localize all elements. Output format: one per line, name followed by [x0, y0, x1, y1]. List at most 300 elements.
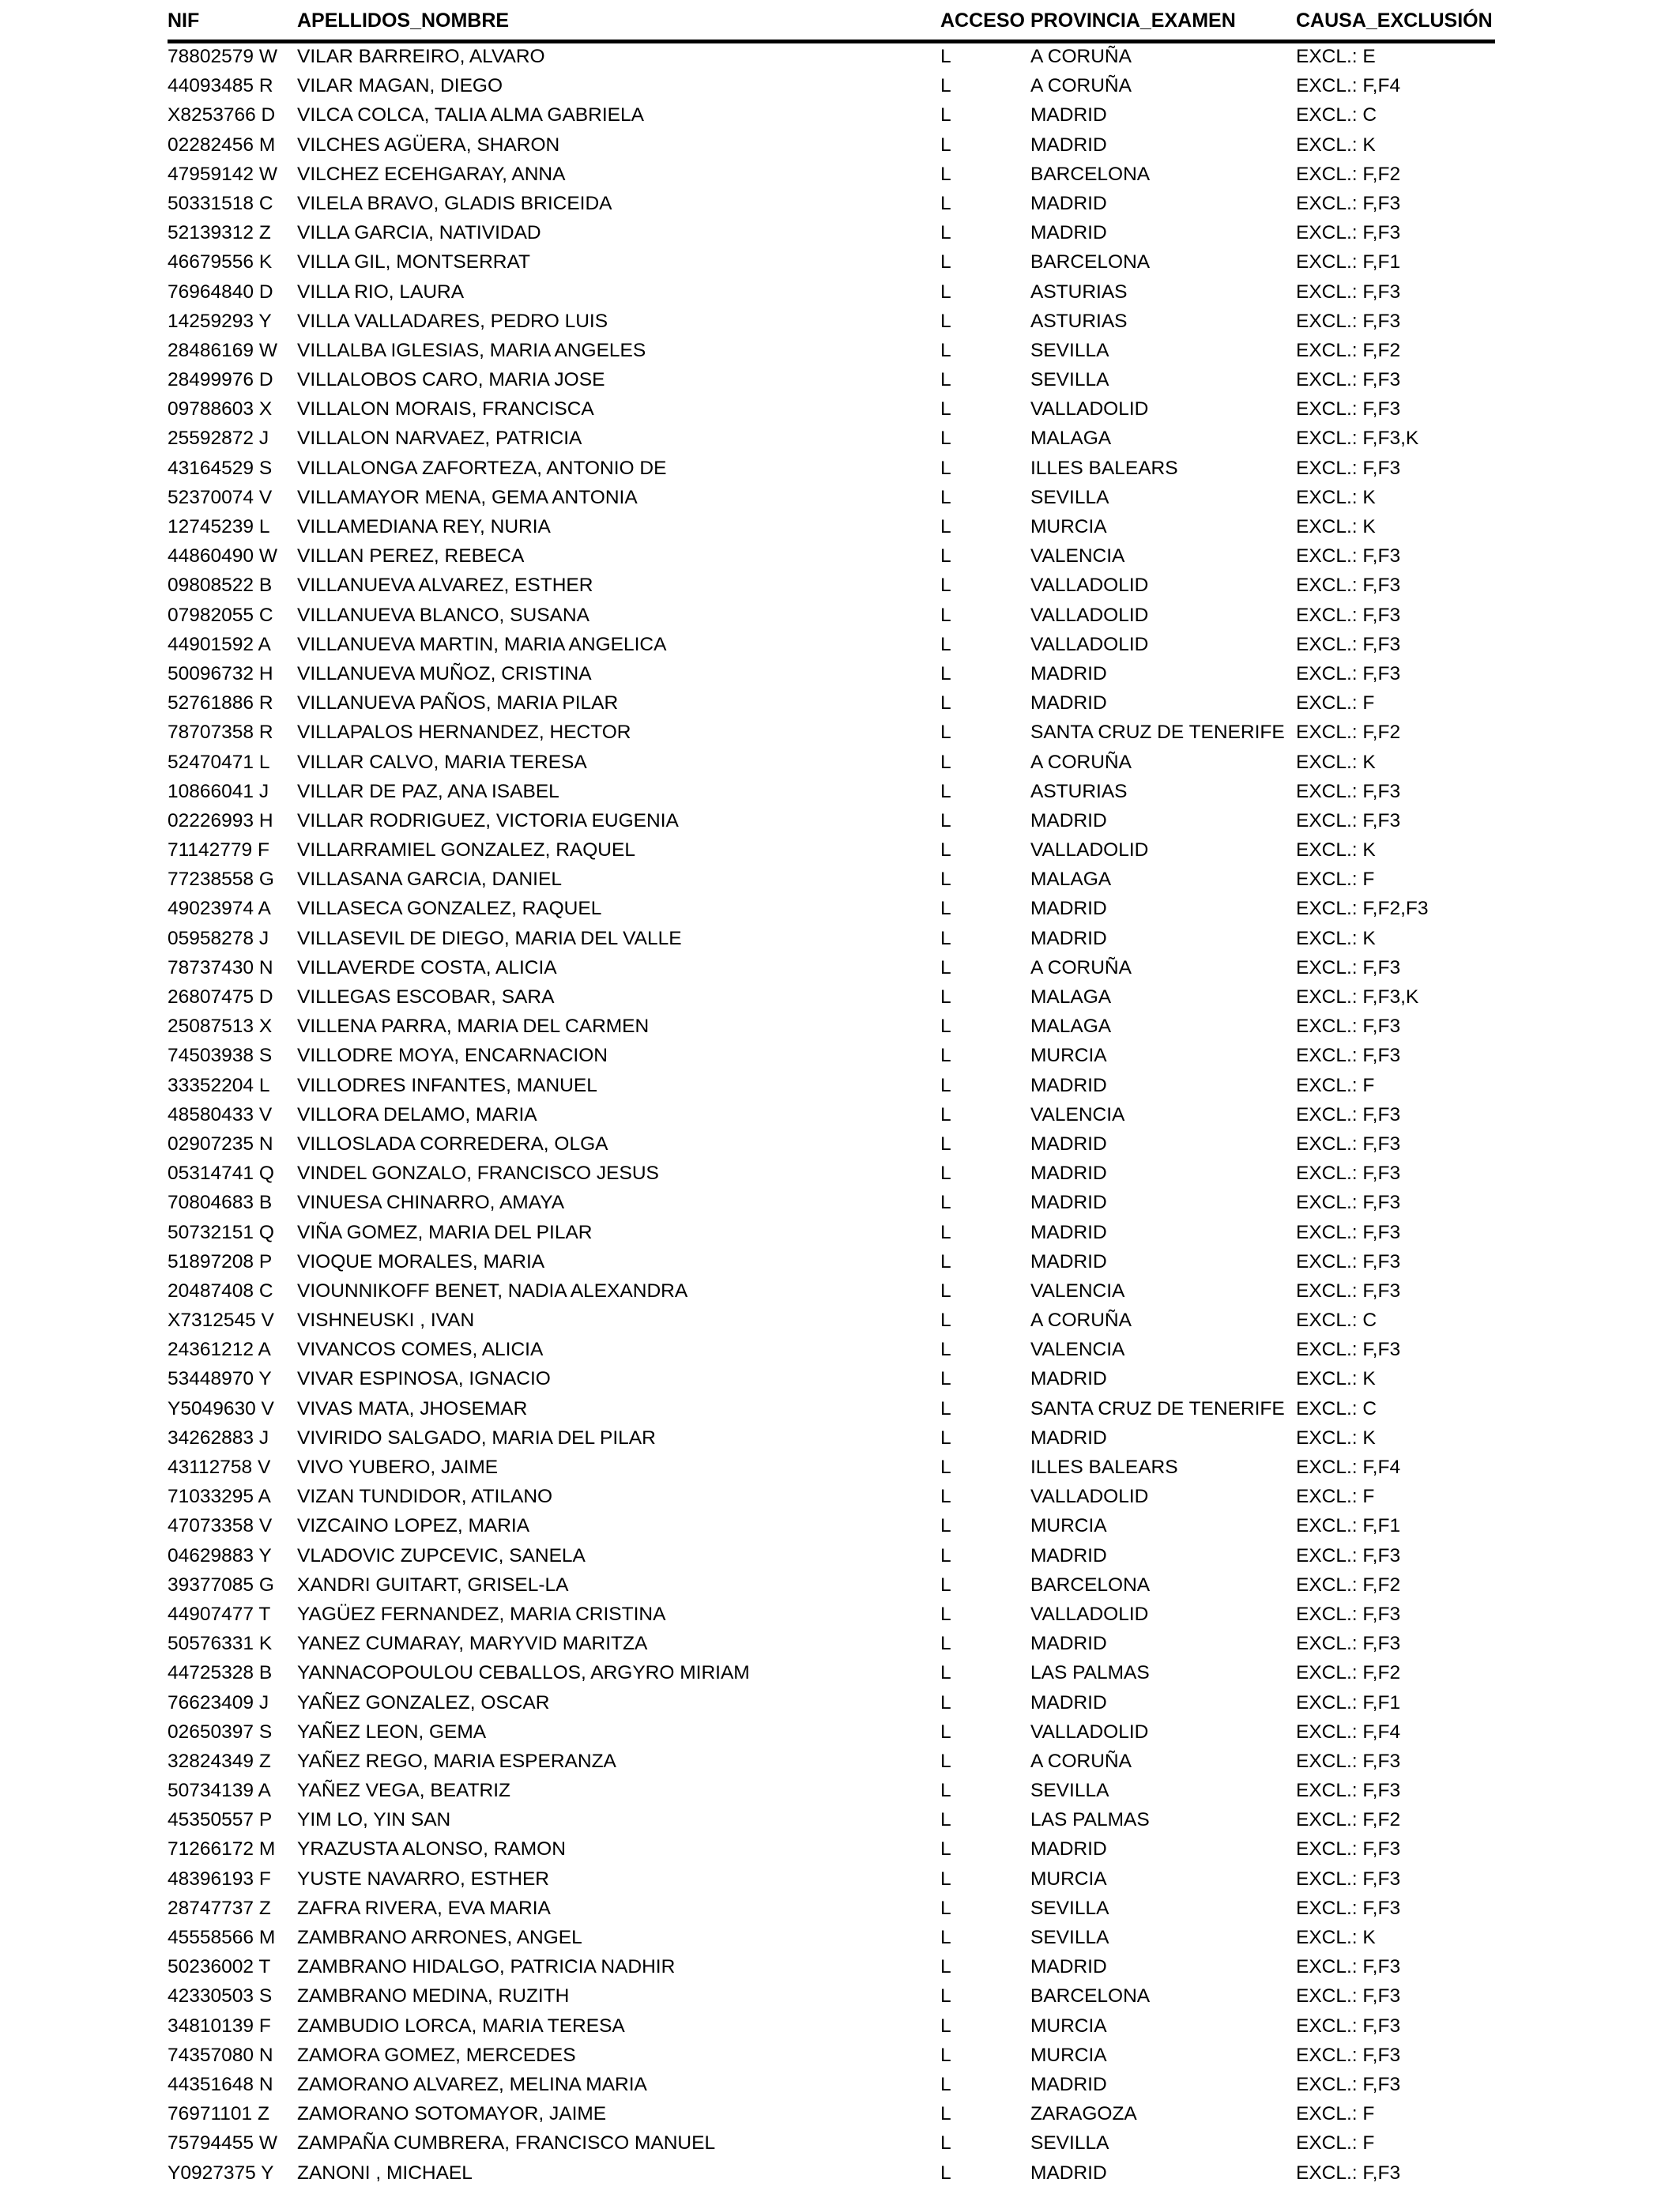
cell-acceso: L	[940, 898, 951, 920]
cell-acceso: L	[940, 1780, 951, 1802]
cell-nif: 50096732 H	[168, 662, 273, 684]
cell-nif: 32824349 Z	[168, 1750, 271, 1772]
cell-apellidos-nombre: YANNACOPOULOU CEBALLOS, ARGYRO MIRIAM	[297, 1662, 750, 1684]
cell-acceso: L	[940, 839, 951, 861]
cell-causa-exclusion: EXCL.: F,F2	[1296, 339, 1401, 361]
cell-provincia-examen: MADRID	[1030, 1368, 1107, 1390]
cell-apellidos-nombre: VILCHEZ ECEHGARAY, ANNA	[297, 163, 566, 185]
cell-acceso: L	[940, 251, 951, 273]
cell-acceso: L	[940, 1074, 951, 1096]
cell-acceso: L	[940, 1809, 951, 1831]
cell-causa-exclusion: EXCL.: F,F2	[1296, 163, 1401, 185]
cell-nif: 02226993 H	[168, 809, 273, 831]
cell-provincia-examen: MADRID	[1030, 1427, 1107, 1449]
cell-apellidos-nombre: VIOUNNIKOFF BENET, NADIA ALEXANDRA	[297, 1280, 688, 1302]
cell-provincia-examen: A CORUÑA	[1030, 956, 1132, 978]
cell-nif: 44901592 A	[168, 633, 271, 655]
cell-provincia-examen: VALENCIA	[1030, 1339, 1125, 1361]
cell-apellidos-nombre: VILLODRES INFANTES, MANUEL	[297, 1074, 597, 1096]
cell-nif: 74503938 S	[168, 1045, 273, 1067]
cell-provincia-examen: VALLADOLID	[1030, 604, 1149, 626]
cell-apellidos-nombre: ZAFRA RIVERA, EVA MARIA	[297, 1897, 551, 1919]
cell-causa-exclusion: EXCL.: F,F3	[1296, 1603, 1401, 1625]
cell-nif: 14259293 Y	[168, 310, 272, 332]
cell-acceso: L	[940, 780, 951, 802]
cell-nif: 44860490 W	[168, 545, 277, 567]
cell-provincia-examen: MADRID	[1030, 927, 1107, 949]
cell-apellidos-nombre: VILLANUEVA BLANCO, SUSANA	[297, 604, 590, 626]
table-row	[168, 688, 1495, 718]
header-acceso: ACCESO	[940, 9, 1025, 32]
table-row	[168, 1364, 1495, 1393]
cell-acceso: L	[940, 545, 951, 567]
cell-acceso: L	[940, 692, 951, 714]
cell-acceso: L	[940, 1838, 951, 1860]
cell-apellidos-nombre: VILLENA PARRA, MARIA DEL CARMEN	[297, 1016, 650, 1038]
cell-acceso: L	[940, 339, 951, 361]
table-row	[168, 1952, 1495, 1981]
table-body	[168, 42, 1495, 2188]
cell-apellidos-nombre: VILLANUEVA MARTIN, MARIA ANGELICA	[297, 633, 667, 655]
cell-nif: 76971101 Z	[168, 2103, 269, 2125]
cell-apellidos-nombre: VILLA GIL, MONTSERRAT	[297, 251, 530, 273]
cell-causa-exclusion: EXCL.: F,F3	[1296, 545, 1401, 567]
cell-nif: 52470471 L	[168, 751, 270, 773]
table-row	[168, 424, 1495, 453]
cell-acceso: L	[940, 1956, 951, 1978]
cell-acceso: L	[940, 1045, 951, 1067]
cell-causa-exclusion: EXCL.: F,F3	[1296, 1544, 1401, 1566]
table-row	[168, 394, 1495, 424]
cell-acceso: L	[940, 2044, 951, 2066]
cell-acceso: L	[940, 809, 951, 831]
cell-provincia-examen: ILLES BALEARS	[1030, 457, 1178, 479]
cell-apellidos-nombre: VILLANUEVA PAÑOS, MARIA PILAR	[297, 692, 619, 714]
cell-acceso: L	[940, 869, 951, 891]
cell-acceso: L	[940, 1368, 951, 1390]
cell-nif: 28486169 W	[168, 339, 277, 361]
cell-apellidos-nombre: VILLAMAYOR MENA, GEMA ANTONIA	[297, 486, 638, 508]
cell-causa-exclusion: EXCL.: F	[1296, 869, 1375, 891]
cell-nif: 02282456 M	[168, 134, 276, 156]
cell-provincia-examen: MADRID	[1030, 1633, 1107, 1655]
cell-apellidos-nombre: VIÑA GOMEZ, MARIA DEL PILAR	[297, 1221, 593, 1243]
table-row	[168, 1864, 1495, 1894]
cell-apellidos-nombre: VLADOVIC ZUPCEVIC, SANELA	[297, 1544, 586, 1566]
cell-provincia-examen: A CORUÑA	[1030, 75, 1132, 97]
cell-nif: 10866041 J	[168, 780, 269, 802]
cell-apellidos-nombre: ZAMBRANO HIDALGO, PATRICIA NADHIR	[297, 1956, 676, 1978]
cell-nif: 09788603 X	[168, 398, 273, 420]
cell-acceso: L	[940, 1339, 951, 1361]
cell-apellidos-nombre: YIM LO, YIN SAN	[297, 1809, 451, 1831]
cell-provincia-examen: MADRID	[1030, 1544, 1107, 1566]
cell-causa-exclusion: EXCL.: K	[1296, 839, 1376, 861]
table-row	[168, 2070, 1495, 2099]
cell-acceso: L	[940, 516, 951, 537]
cell-apellidos-nombre: VILLAN PEREZ, REBECA	[297, 545, 525, 567]
table-row	[168, 1071, 1495, 1100]
cell-provincia-examen: MADRID	[1030, 104, 1107, 126]
cell-nif: 71266172 M	[168, 1838, 276, 1860]
cell-nif: 71033295 A	[168, 1486, 271, 1508]
cell-apellidos-nombre: VIVAS MATA, JHOSEMAR	[297, 1397, 528, 1419]
cell-acceso: L	[940, 751, 951, 773]
cell-nif: 47073358 V	[168, 1515, 273, 1537]
cell-acceso: L	[940, 662, 951, 684]
cell-apellidos-nombre: YAÑEZ LEON, GEMA	[297, 1721, 487, 1743]
table-row	[168, 1188, 1495, 1217]
cell-causa-exclusion: EXCL.: F,F3	[1296, 1192, 1401, 1214]
cell-apellidos-nombre: VILLAR DE PAZ, ANA ISABEL	[297, 780, 559, 802]
cell-apellidos-nombre: ZAMORA GOMEZ, MERCEDES	[297, 2044, 576, 2066]
cell-apellidos-nombre: VILLALBA IGLESIAS, MARIA ANGELES	[297, 339, 646, 361]
cell-causa-exclusion: EXCL.: F	[1296, 2103, 1375, 2125]
cell-acceso: L	[940, 281, 951, 303]
cell-causa-exclusion: EXCL.: F,F4	[1296, 1721, 1401, 1743]
cell-causa-exclusion: EXCL.: K	[1296, 486, 1376, 508]
cell-acceso: L	[940, 956, 951, 978]
header-apellidos-nombre: APELLIDOS_NOMBRE	[297, 9, 510, 32]
cell-apellidos-nombre: YAGÜEZ FERNANDEZ, MARIA CRISTINA	[297, 1603, 666, 1625]
cell-causa-exclusion: EXCL.: K	[1296, 516, 1376, 537]
table-row	[168, 1776, 1495, 1805]
table-row	[168, 1658, 1495, 1687]
table-row	[168, 512, 1495, 541]
table-row	[168, 777, 1495, 806]
cell-nif: X7312545 V	[168, 1310, 274, 1332]
cell-acceso: L	[940, 1985, 951, 2007]
cell-apellidos-nombre: VINDEL GONZALO, FRANCISCO JESUS	[297, 1163, 659, 1185]
cell-acceso: L	[940, 1280, 951, 1302]
cell-acceso: L	[940, 104, 951, 126]
cell-apellidos-nombre: ZAMBUDIO LORCA, MARIA TERESA	[297, 2015, 625, 2037]
cell-nif: 43112758 V	[168, 1457, 271, 1478]
cell-acceso: L	[940, 1016, 951, 1038]
cell-causa-exclusion: EXCL.: F,F3	[1296, 604, 1401, 626]
cell-apellidos-nombre: YUSTE NAVARRO, ESTHER	[297, 1868, 550, 1890]
cell-nif: 42330503 S	[168, 1985, 273, 2007]
cell-apellidos-nombre: VILLAPALOS HERNANDEZ, HECTOR	[297, 722, 631, 744]
cell-provincia-examen: SEVILLA	[1030, 369, 1109, 391]
table-row	[168, 247, 1495, 277]
cell-nif: 70804683 B	[168, 1192, 273, 1214]
cell-provincia-examen: VALLADOLID	[1030, 633, 1149, 655]
cell-acceso: L	[940, 428, 951, 450]
table-row	[168, 1981, 1495, 2011]
table-row	[168, 1894, 1495, 1923]
table-row	[168, 1482, 1495, 1511]
table-row	[168, 1041, 1495, 1070]
cell-provincia-examen: MALAGA	[1030, 986, 1112, 1008]
cell-causa-exclusion: EXCL.: K	[1296, 1427, 1376, 1449]
cell-causa-exclusion: EXCL.: F,F2	[1296, 1662, 1401, 1684]
cell-causa-exclusion: EXCL.: F,F3	[1296, 1045, 1401, 1067]
cell-causa-exclusion: EXCL.: F,F2,F3	[1296, 898, 1429, 920]
cell-acceso: L	[940, 310, 951, 332]
cell-nif: 25592872 J	[168, 428, 269, 450]
cell-acceso: L	[940, 1486, 951, 1508]
table-row	[168, 894, 1495, 923]
cell-nif: 48580433 V	[168, 1103, 273, 1125]
cell-provincia-examen: MADRID	[1030, 134, 1107, 156]
cell-provincia-examen: MURCIA	[1030, 1515, 1107, 1537]
cell-acceso: L	[940, 1603, 951, 1625]
cell-acceso: L	[940, 398, 951, 420]
cell-provincia-examen: VALLADOLID	[1030, 1721, 1149, 1743]
cell-provincia-examen: MADRID	[1030, 898, 1107, 920]
cell-nif: 44093485 R	[168, 75, 273, 97]
cell-apellidos-nombre: VILLALON MORAIS, FRANCISCA	[297, 398, 594, 420]
cell-nif: Y0927375 Y	[168, 2162, 274, 2184]
cell-provincia-examen: ZARAGOZA	[1030, 2103, 1137, 2125]
cell-nif: 49023974 A	[168, 898, 271, 920]
cell-acceso: L	[940, 2162, 951, 2184]
cell-causa-exclusion: EXCL.: F,F1	[1296, 1691, 1401, 1713]
cell-nif: 74357080 N	[168, 2044, 273, 2066]
cell-causa-exclusion: EXCL.: F,F3	[1296, 1163, 1401, 1185]
table-row	[168, 189, 1495, 218]
cell-provincia-examen: MURCIA	[1030, 1045, 1107, 1067]
cell-causa-exclusion: EXCL.: K	[1296, 1368, 1376, 1390]
table-row	[168, 454, 1495, 483]
cell-nif: 44351648 N	[168, 2073, 273, 2095]
cell-causa-exclusion: EXCL.: K	[1296, 751, 1376, 773]
cell-apellidos-nombre: VILCA COLCA, TALIA ALMA GABRIELA	[297, 104, 644, 126]
cell-acceso: L	[940, 457, 951, 479]
cell-causa-exclusion: EXCL.: F,F3,K	[1296, 428, 1419, 450]
cell-nif: 43164529 S	[168, 457, 273, 479]
cell-provincia-examen: MALAGA	[1030, 428, 1112, 450]
cell-nif: Y5049630 V	[168, 1397, 274, 1419]
cell-acceso: L	[940, 2132, 951, 2154]
cell-apellidos-nombre: YAÑEZ GONZALEZ, OSCAR	[297, 1691, 550, 1713]
cell-apellidos-nombre: VILLASEVIL DE DIEGO, MARIA DEL VALLE	[297, 927, 682, 949]
cell-causa-exclusion: EXCL.: F,F3	[1296, 222, 1401, 244]
cell-acceso: L	[940, 1868, 951, 1890]
cell-provincia-examen: MADRID	[1030, 1163, 1107, 1185]
header-provincia-examen: PROVINCIA_EXAMEN	[1030, 9, 1236, 32]
cell-provincia-examen: VALLADOLID	[1030, 575, 1149, 597]
cell-acceso: L	[940, 1897, 951, 1919]
cell-apellidos-nombre: ZANONI , MICHAEL	[297, 2162, 473, 2184]
cell-apellidos-nombre: ZAMBRANO ARRONES, ANGEL	[297, 1927, 582, 1948]
table-row	[168, 483, 1495, 512]
cell-acceso: L	[940, 604, 951, 626]
cell-apellidos-nombre: VILLA GARCIA, NATIVIDAD	[297, 222, 541, 244]
cell-causa-exclusion: EXCL.: F,F3	[1296, 1250, 1401, 1272]
cell-apellidos-nombre: VILLARRAMIEL GONZALEZ, RAQUEL	[297, 839, 635, 861]
cell-causa-exclusion: EXCL.: C	[1296, 1310, 1377, 1332]
cell-provincia-examen: MALAGA	[1030, 1016, 1112, 1038]
cell-apellidos-nombre: VILLEGAS ESCOBAR, SARA	[297, 986, 555, 1008]
cell-causa-exclusion: EXCL.: F,F3	[1296, 2015, 1401, 2037]
cell-acceso: L	[940, 1192, 951, 1214]
cell-causa-exclusion: EXCL.: K	[1296, 927, 1376, 949]
cell-nif: 46679556 K	[168, 251, 273, 273]
table-row	[168, 601, 1495, 630]
cell-provincia-examen: MADRID	[1030, 692, 1107, 714]
cell-apellidos-nombre: VILLAR CALVO, MARIA TERESA	[297, 751, 587, 773]
cell-nif: 20487408 C	[168, 1280, 273, 1302]
cell-provincia-examen: MURCIA	[1030, 516, 1107, 537]
cell-provincia-examen: MADRID	[1030, 192, 1107, 214]
table-row	[168, 2011, 1495, 2041]
cell-apellidos-nombre: ZAMORANO ALVAREZ, MELINA MARIA	[297, 2073, 647, 2095]
cell-causa-exclusion: EXCL.: F	[1296, 1074, 1375, 1096]
cell-acceso: L	[940, 2103, 951, 2125]
cell-apellidos-nombre: VIVIRIDO SALGADO, MARIA DEL PILAR	[297, 1427, 656, 1449]
cell-nif: 77238558 G	[168, 869, 274, 891]
table-row	[168, 1012, 1495, 1041]
cell-acceso: L	[940, 986, 951, 1008]
table-row	[168, 806, 1495, 835]
cell-provincia-examen: ASTURIAS	[1030, 310, 1128, 332]
cell-nif: 45350557 P	[168, 1809, 273, 1831]
table-row	[168, 1570, 1495, 1600]
cell-nif: 09808522 B	[168, 575, 273, 597]
cell-nif: 50331518 C	[168, 192, 273, 214]
table-row	[168, 71, 1495, 100]
cell-acceso: L	[940, 1574, 951, 1596]
cell-acceso: L	[940, 1662, 951, 1684]
table-row	[168, 1747, 1495, 1776]
cell-apellidos-nombre: VILLALONGA ZAFORTEZA, ANTONIO DE	[297, 457, 667, 479]
table-row	[168, 1276, 1495, 1306]
cell-nif: 50732151 Q	[168, 1221, 274, 1243]
cell-apellidos-nombre: VIZCAINO LOPEZ, MARIA	[297, 1515, 530, 1537]
cell-acceso: L	[940, 1927, 951, 1948]
cell-acceso: L	[940, 575, 951, 597]
cell-nif: 52139312 Z	[168, 222, 271, 244]
cell-nif: 25087513 X	[168, 1016, 273, 1038]
cell-acceso: L	[940, 927, 951, 949]
cell-causa-exclusion: EXCL.: F,F3	[1296, 1868, 1401, 1890]
cell-provincia-examen: SEVILLA	[1030, 1927, 1109, 1948]
cell-causa-exclusion: EXCL.: F	[1296, 692, 1375, 714]
cell-causa-exclusion: EXCL.: F,F3	[1296, 192, 1401, 214]
cell-nif: 50576331 K	[168, 1633, 273, 1655]
cell-nif: 76964840 D	[168, 281, 273, 303]
table-row	[168, 130, 1495, 160]
cell-apellidos-nombre: VILLORA DELAMO, MARIA	[297, 1103, 537, 1125]
cell-nif: 07982055 C	[168, 604, 273, 626]
cell-provincia-examen: BARCELONA	[1030, 1985, 1151, 2007]
table-row	[168, 1218, 1495, 1247]
cell-acceso: L	[940, 2073, 951, 2095]
table-row	[168, 307, 1495, 336]
cell-acceso: L	[940, 1515, 951, 1537]
cell-causa-exclusion: EXCL.: F,F3	[1296, 1016, 1401, 1038]
cell-provincia-examen: VALLADOLID	[1030, 398, 1149, 420]
cell-apellidos-nombre: XANDRI GUITART, GRISEL-LA	[297, 1574, 569, 1596]
cell-apellidos-nombre: YANEZ CUMARAY, MARYVID MARITZA	[297, 1633, 648, 1655]
cell-provincia-examen: MADRID	[1030, 1221, 1107, 1243]
cell-causa-exclusion: EXCL.: F,F2	[1296, 722, 1401, 744]
cell-causa-exclusion: EXCL.: F,F3	[1296, 1133, 1401, 1155]
table-row	[168, 924, 1495, 953]
cell-apellidos-nombre: VILLASANA GARCIA, DANIEL	[297, 869, 562, 891]
cell-causa-exclusion: EXCL.: F,F3	[1296, 369, 1401, 391]
cell-acceso: L	[940, 1750, 951, 1772]
cell-provincia-examen: BARCELONA	[1030, 163, 1151, 185]
cell-apellidos-nombre: VILAR MAGAN, DIEGO	[297, 75, 503, 97]
table-row	[168, 1511, 1495, 1540]
cell-provincia-examen: A CORUÑA	[1030, 1310, 1132, 1332]
table-row	[168, 630, 1495, 659]
cell-acceso: L	[940, 1721, 951, 1743]
cell-causa-exclusion: EXCL.: F,F2	[1296, 1809, 1401, 1831]
cell-acceso: L	[940, 75, 951, 97]
cell-causa-exclusion: EXCL.: F,F3	[1296, 1838, 1401, 1860]
cell-acceso: L	[940, 46, 951, 67]
cell-acceso: L	[940, 1163, 951, 1185]
cell-nif: 51897208 P	[168, 1250, 273, 1272]
table-row	[168, 1129, 1495, 1159]
cell-acceso: L	[940, 1250, 951, 1272]
cell-acceso: L	[940, 633, 951, 655]
cell-causa-exclusion: EXCL.: F,F3	[1296, 1339, 1401, 1361]
cell-acceso: L	[940, 1691, 951, 1713]
cell-provincia-examen: VALENCIA	[1030, 1103, 1125, 1125]
cell-causa-exclusion: EXCL.: F,F3	[1296, 956, 1401, 978]
cell-nif: 33352204 L	[168, 1074, 270, 1096]
table-row	[168, 865, 1495, 894]
cell-provincia-examen: VALENCIA	[1030, 1280, 1125, 1302]
cell-causa-exclusion: EXCL.: F,F1	[1296, 1515, 1401, 1537]
table-row	[168, 571, 1495, 600]
cell-nif: 26807475 D	[168, 986, 273, 1008]
cell-nif: 78707358 R	[168, 722, 273, 744]
cell-causa-exclusion: EXCL.: E	[1296, 46, 1376, 67]
table-row	[168, 1688, 1495, 1717]
cell-causa-exclusion: EXCL.: F,F3	[1296, 1750, 1401, 1772]
header-causa-exclusion: CAUSA_EXCLUSIÓN	[1296, 9, 1493, 32]
cell-acceso: L	[940, 1544, 951, 1566]
cell-apellidos-nombre: YAÑEZ REGO, MARIA ESPERANZA	[297, 1750, 616, 1772]
cell-provincia-examen: A CORUÑA	[1030, 46, 1132, 67]
cell-causa-exclusion: EXCL.: F,F3	[1296, 457, 1401, 479]
cell-provincia-examen: MADRID	[1030, 1133, 1107, 1155]
cell-provincia-examen: BARCELONA	[1030, 251, 1151, 273]
cell-apellidos-nombre: VIVANCOS COMES, ALICIA	[297, 1339, 544, 1361]
cell-causa-exclusion: EXCL.: F,F3	[1296, 1956, 1401, 1978]
cell-nif: 44907477 T	[168, 1603, 271, 1625]
table-row	[168, 1100, 1495, 1129]
cell-nif: 28499976 D	[168, 369, 273, 391]
cell-acceso: L	[940, 192, 951, 214]
cell-provincia-examen: LAS PALMAS	[1030, 1809, 1150, 1831]
table-row	[168, 277, 1495, 307]
cell-acceso: L	[940, 486, 951, 508]
cell-acceso: L	[940, 222, 951, 244]
cell-nif: 52370074 V	[168, 486, 273, 508]
cell-apellidos-nombre: ZAMORANO SOTOMAYOR, JAIME	[297, 2103, 607, 2125]
cell-provincia-examen: A CORUÑA	[1030, 1750, 1132, 1772]
cell-nif: 78737430 N	[168, 956, 273, 978]
table-row	[168, 1600, 1495, 1629]
table-row	[168, 1247, 1495, 1276]
cell-apellidos-nombre: VILCHES AGÜERA, SHARON	[297, 134, 560, 156]
cell-nif: 53448970 Y	[168, 1368, 272, 1390]
table-row	[168, 1394, 1495, 1423]
cell-causa-exclusion: EXCL.: F,F4	[1296, 75, 1401, 97]
table-row	[168, 1306, 1495, 1335]
cell-causa-exclusion: EXCL.: F	[1296, 1486, 1375, 1508]
cell-apellidos-nombre: VILLANUEVA ALVAREZ, ESTHER	[297, 575, 593, 597]
cell-nif: 24361212 A	[168, 1339, 271, 1361]
cell-nif: 45558566 M	[168, 1927, 276, 1948]
